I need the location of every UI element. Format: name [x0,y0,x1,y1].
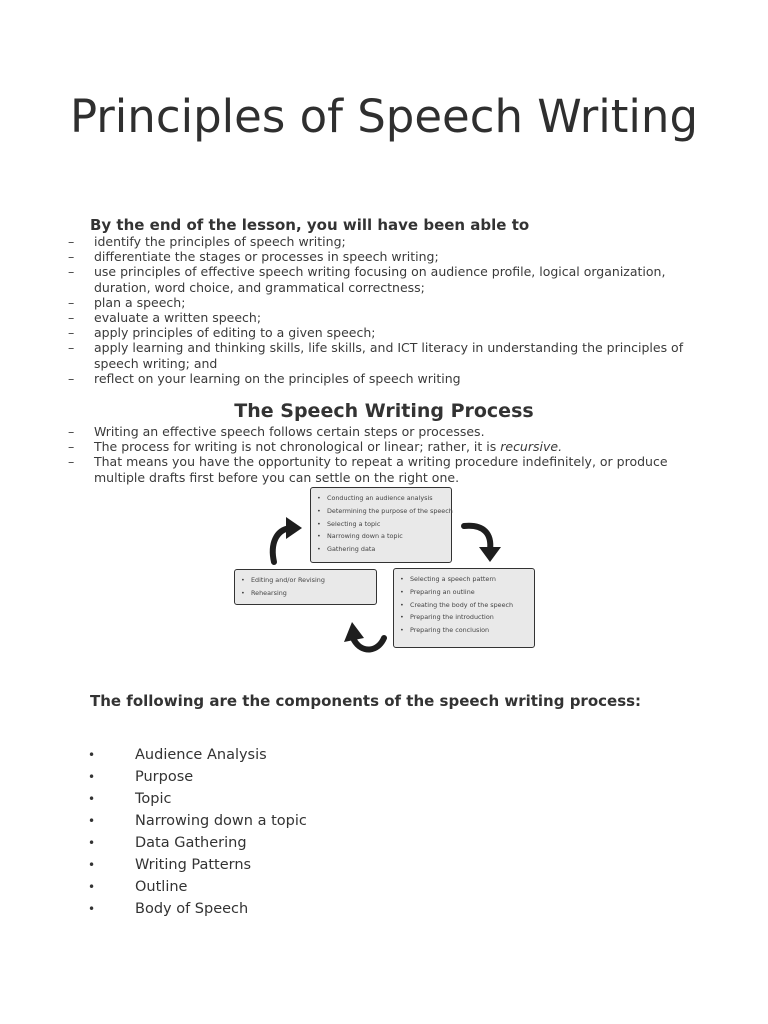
objective-item: – apply learning and thinking skills, life skills, and ICT literacy in understanding the principles of speech writing; and [68,340,684,371]
diagram-step: • Selecting a topic [317,518,445,531]
process-points-list [68,424,688,485]
objective-item: – identify the principles of speech writing; [68,234,346,249]
diagram-step: • Creating the body of the speech [400,599,528,612]
process-heading: The Speech Writing Process [234,400,534,422]
objective-item: – use principles of effective speech writing focusing on audience profile, logical organization, duration, word choice, and grammatical correctness; [68,264,666,295]
objective-item: – plan a speech; [68,294,186,310]
diagram-step: • Preparing the introduction [400,611,528,624]
curved-arrow-icon [342,616,388,658]
diagram-step: • Selecting a speech pattern [400,573,528,586]
diagram-step: • Conducting an audience analysis [317,492,445,505]
components-list [88,744,307,920]
diagram-step: • Narrowing down a topic [317,530,445,543]
objective-item: – reflect on your learning on the principles of speech writing [68,370,461,386]
recursive-emphasis: recursive. [500,439,563,455]
prewriting-box [310,487,452,563]
intro-heading: By the end of the lesson, you will have been able to [90,216,530,234]
component-item: • Narrowing down a topic [88,813,307,829]
process-point: – That means you have the opportunity to repeat a writing procedure indefinitely, or produce multiple drafts first before you can settle on the right one. [68,454,668,485]
objective-item: – evaluate a written speech; [68,310,262,326]
page-title: Principles of Speech Writing [69,90,699,143]
diagram-step: • Determining the purpose of the speech [317,505,445,518]
process-point-text: The process for writing is not chronological or linear; rather, it is [94,439,501,455]
drafting-box [393,568,535,648]
components-heading: The following are the components of the speech writing process: [90,692,642,710]
diagram-step: • Preparing the conclusion [400,624,528,637]
diagram-step: • Rehearsing [241,587,370,600]
diagram-step: • Gathering data [317,543,445,556]
process-point: – The process for writing is not chronological or linear; rather, it is recursive. [68,439,563,455]
curved-arrow-icon [264,514,304,566]
revising-box [234,569,377,605]
component-item: • Data Gathering [88,835,247,851]
process-diagram [230,484,540,664]
component-item: • Writing Patterns [88,857,252,873]
diagram-step: • Preparing an outline [400,586,528,599]
component-item: • Outline [88,879,188,895]
process-point: – Writing an effective speech follows certain steps or processes. [68,424,485,439]
component-item: • Body of Speech [88,901,249,917]
objectives-list [68,234,688,386]
component-item: • Purpose [88,769,194,785]
component-item: • Audience Analysis [88,747,267,763]
objective-item: – differentiate the stages or processes in speech writing; [68,249,439,265]
curved-arrow-icon [460,520,504,566]
objective-item: – apply principles of editing to a given speech; [68,325,376,341]
component-item: • Topic [88,791,172,807]
diagram-step: • Editing and/or Revising [241,574,370,587]
